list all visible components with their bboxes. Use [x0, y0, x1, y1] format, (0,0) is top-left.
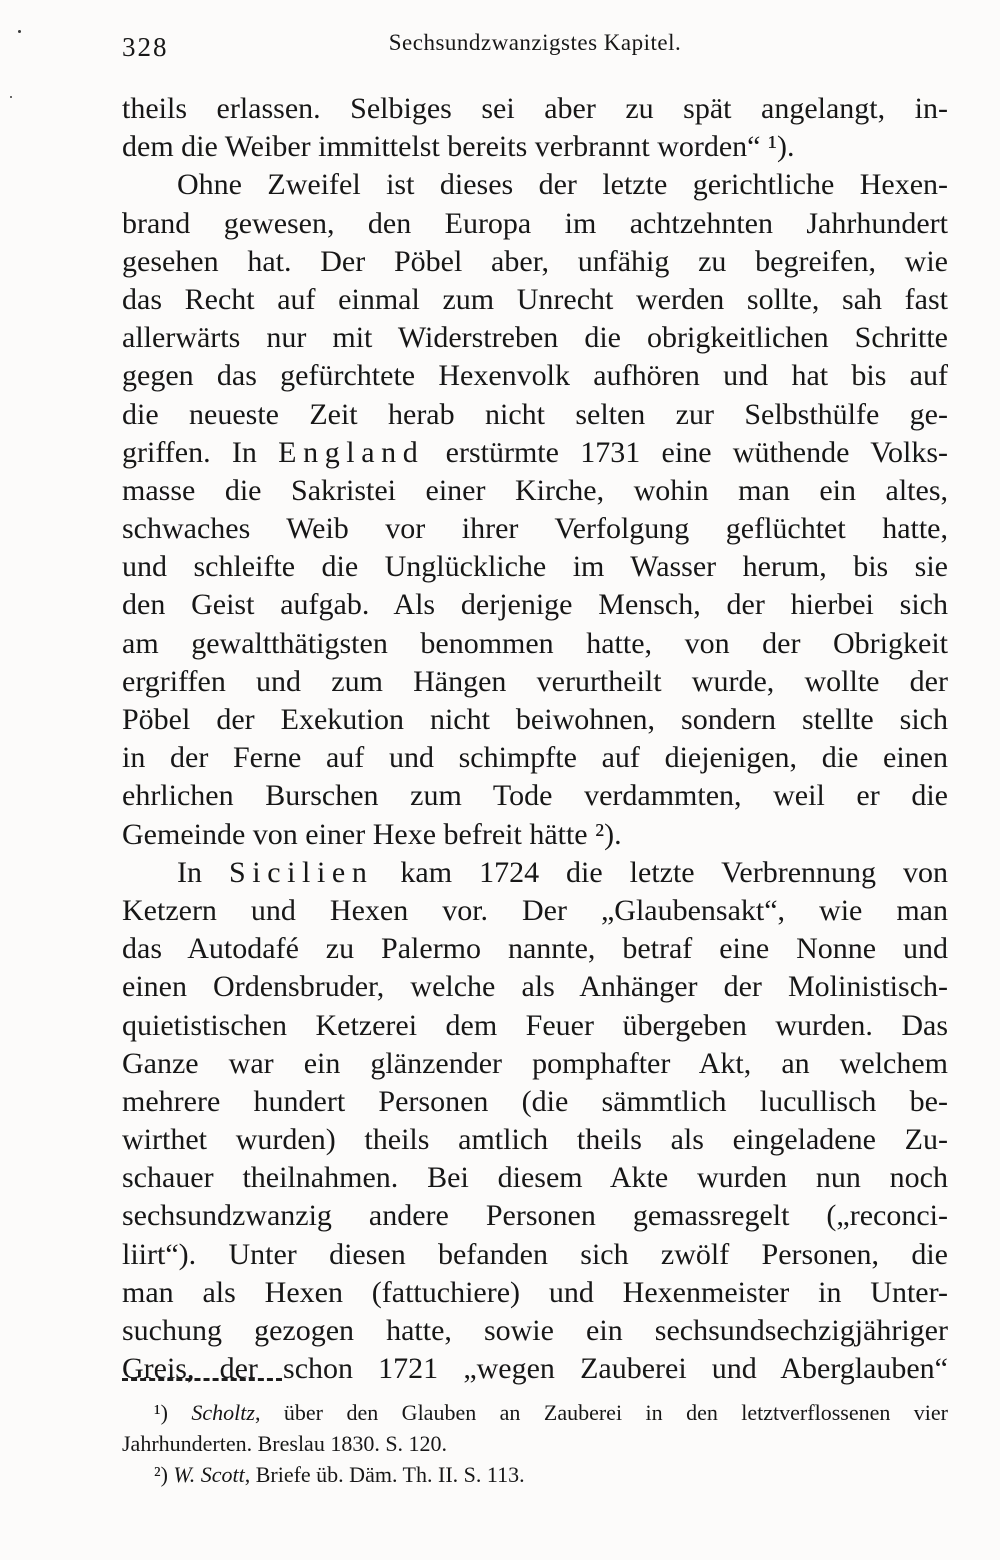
text-segment: das Autodafé zu Palermo nannte, betraf eine Nonne und — [122, 932, 948, 966]
body-line — [122, 1274, 948, 1312]
body-line — [122, 930, 948, 968]
body-line — [122, 205, 948, 243]
body-line — [122, 586, 948, 624]
text-segment: kam 1724 die letzte Verbrennung von — [373, 855, 948, 889]
text-segment: dem die Weiber immittelst bereits verbrannt worden“ ¹). — [122, 130, 795, 164]
body-line — [122, 472, 948, 510]
text-segment: man als Hexen (fattuchiere) und Hexenmeister in Unter- — [122, 1275, 948, 1309]
text-segment: , über den Glauben an Zauberei in den letztverflossenen vier — [254, 1400, 949, 1425]
body-line — [122, 701, 948, 739]
body-line — [122, 166, 948, 204]
text-segment: liirt“). Unter diesen befanden sich zwölf Personen, die — [122, 1237, 948, 1271]
body-line — [122, 1312, 948, 1350]
footnotes-section — [122, 1378, 948, 1490]
page-number: 328 — [122, 32, 169, 62]
italic-citation: W. Scott — [173, 1462, 245, 1487]
body-line — [122, 854, 948, 892]
text-segment: griffen. In — [122, 435, 279, 469]
text-segment: Ohne Zweifel ist dieses der letzte gerichtliche Hexen- — [177, 168, 948, 202]
text-segment: allerwärts nur mit Widerstreben die obrigkeitlichen Schritte — [122, 321, 948, 355]
text-segment: ¹) — [154, 1400, 192, 1425]
text-segment: , Briefe üb. Däm. Th. II. S. 113. — [244, 1462, 525, 1487]
scan-speck — [18, 30, 21, 33]
text-segment: schwaches Weib vor ihrer Verfolgung geflüchtet hatte, — [122, 512, 948, 546]
body-line — [122, 625, 948, 663]
text-segment: einen Ordensbruder, welche als Anhänger der Molinistisch- — [122, 970, 948, 1004]
text-segment: die neueste Zeit herab nicht selten zur Selbsthülfe ge- — [122, 397, 948, 431]
page-header — [122, 28, 948, 70]
footnote-line — [122, 1397, 948, 1428]
text-segment: suchung gezogen hatte, sowie ein sechsundsechzigjähriger — [122, 1314, 948, 1347]
text-segment: masse die Sakristei einer Kirche, wohin man ein altes, — [122, 473, 948, 507]
body-text — [122, 90, 948, 1388]
footnote-text — [122, 1397, 948, 1490]
body-line — [122, 357, 948, 395]
text-segment: gesehen hat. Der Pöbel aber, unfähig zu begreifen, wie — [122, 244, 948, 278]
text-segment: am gewaltthätigsten benommen hatte, von der Obrigkeit — [122, 626, 948, 660]
text-segment: In — [177, 855, 229, 889]
text-segment: sechsundzwanzig andere Personen gemassregelt („reconci- — [122, 1199, 948, 1233]
text-segment: ergriffen und zum Hängen verurtheilt wurde, wollte der — [122, 664, 948, 698]
body-line — [122, 1121, 948, 1159]
text-segment: brand gewesen, den Europa im achtzehnten Jahrhundert — [122, 206, 948, 240]
body-line — [122, 1197, 948, 1235]
body-line — [122, 1159, 948, 1197]
text-segment: ²) — [154, 1462, 174, 1487]
text-segment: Greis, der schon 1721 „wegen Zauberei und Aberglauben“ — [122, 1352, 948, 1386]
body-line — [122, 396, 948, 434]
text-segment: und schleifte die Unglückliche im Wasser herum, bis sie — [122, 550, 948, 584]
body-line — [122, 663, 948, 701]
text-segment: erstürmte 1731 eine wüthende Volks- — [424, 435, 948, 469]
body-line — [122, 1045, 948, 1083]
text-segment: quietistischen Ketzerei dem Feuer übergeben wurden. Das — [122, 1008, 948, 1042]
body-line — [122, 739, 948, 777]
text-segment: wirthet wurden) theils amtlich theils als eingeladene Zu- — [122, 1123, 948, 1157]
chapter-title: Sechsundzwanzigstes Kapitel. — [388, 30, 682, 55]
body-line — [122, 892, 948, 930]
body-line — [122, 90, 948, 128]
body-line — [122, 128, 948, 166]
text-segment: Ketzern und Hexen vor. Der „Glaubensakt“, wie man — [122, 893, 948, 927]
body-line — [122, 1236, 948, 1274]
body-line — [122, 816, 948, 854]
footnote-line — [122, 1428, 948, 1459]
body-line — [122, 281, 948, 319]
text-segment: den Geist aufgab. Als derjenige Mensch, der hierbei sich — [122, 588, 948, 622]
text-segment: Ganze war ein glänzender pomphafter Akt, an welchem — [122, 1046, 948, 1080]
text-segment: ehrlichen Burschen zum Tode verdammten, weil er die — [122, 779, 948, 813]
text-segment: Gemeinde von einer Hexe befreit hätte ²). — [122, 817, 622, 851]
text-segment: mehrere hundert Personen (die sämmtlich lucullisch be- — [122, 1084, 948, 1118]
body-line — [122, 1083, 948, 1121]
italic-citation: Scholtz — [191, 1400, 255, 1425]
body-line — [122, 548, 948, 586]
text-segment: Jahrhunderten. Breslau 1830. S. 120. — [122, 1431, 448, 1456]
letterspaced-place-name: Sicilien — [228, 855, 374, 889]
text-segment: Pöbel der Exekution nicht beiwohnen, sondern stellte sich — [122, 703, 948, 736]
scan-speck — [10, 96, 12, 98]
body-line — [122, 1007, 948, 1045]
text-segment: schauer theilnahmen. Bei diesem Akte wurden nun noch — [122, 1161, 948, 1195]
body-line — [122, 243, 948, 281]
text-segment: in der Ferne auf und schimpfte auf diejenigen, die einen — [122, 741, 948, 775]
text-segment: gegen das gefürchtete Hexenvolk aufhören und hat bis auf — [122, 359, 948, 393]
letterspaced-place-name: England — [278, 435, 425, 469]
body-line — [122, 968, 948, 1006]
body-line — [122, 510, 948, 548]
footnote-line — [122, 1459, 948, 1490]
text-segment: das Recht auf einmal zum Unrecht werden sollte, sah fast — [122, 282, 948, 316]
body-line — [122, 434, 948, 472]
text-segment: theils erlassen. Selbiges sei aber zu spät angelangt, in- — [122, 92, 948, 125]
body-line — [122, 777, 948, 815]
footnote-separator-rule — [122, 1378, 282, 1381]
body-line — [122, 319, 948, 357]
